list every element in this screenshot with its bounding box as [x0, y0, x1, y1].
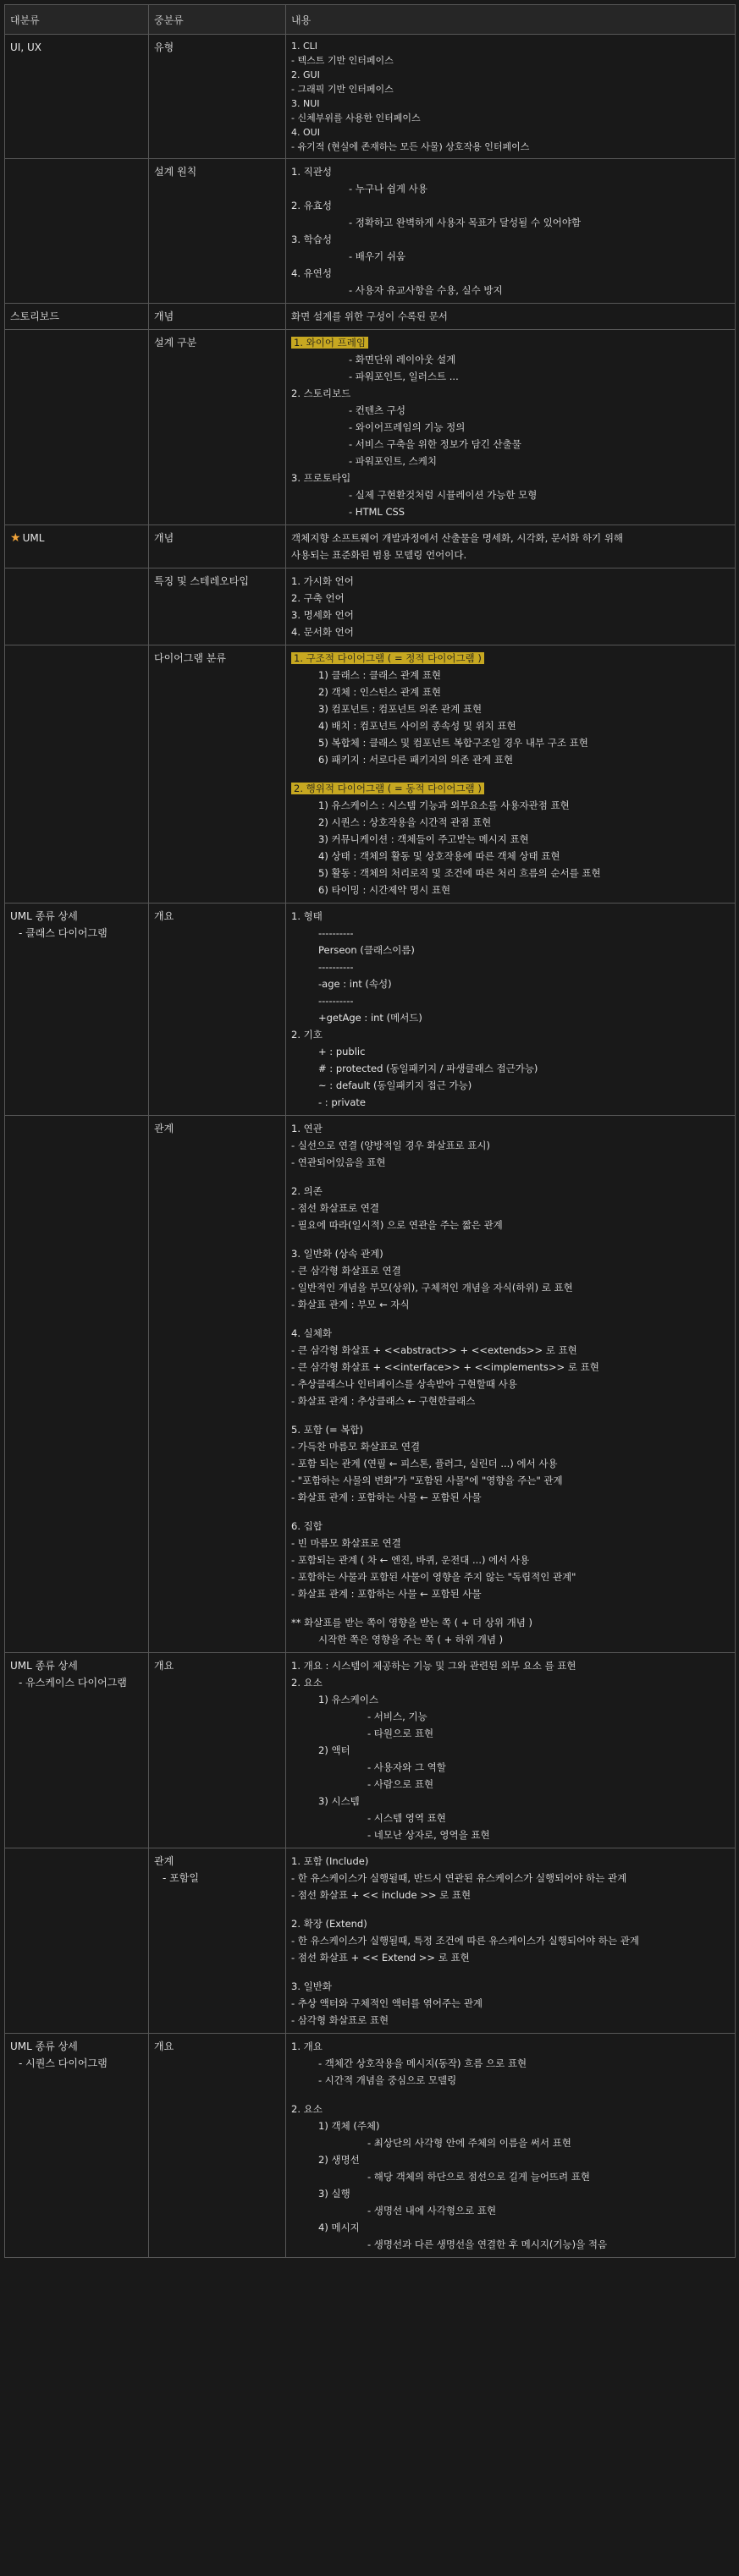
notes-table	[4, 4, 736, 2258]
content-line	[291, 334, 728, 351]
content-line: 3. 프로토타입	[291, 472, 351, 484]
major-category-label: UML 종류 상세	[10, 2040, 78, 2052]
middle-category-cell	[149, 568, 286, 645]
middle-category-label: 관계	[154, 1123, 174, 1134]
table-row	[5, 525, 735, 568]
content-line	[291, 780, 728, 797]
table-row	[5, 330, 735, 525]
content-line: - 생명선과 다른 생명선을 연결한 후 메시지(기능)을 적음	[367, 2238, 608, 2250]
content-line: - 추상클래스나 인터페이스를 상속받아 구현할때 사용	[291, 1378, 517, 1390]
table-row	[5, 35, 735, 159]
major-category-cell	[5, 645, 149, 903]
content-line: - 그래픽 기반 인터페이스	[291, 84, 394, 95]
content-line: +getAge : int (메서드)	[318, 1012, 422, 1024]
content-line	[291, 1313, 728, 1325]
content-line	[291, 1233, 728, 1245]
content-line: 3. 명세화 언어	[291, 609, 354, 621]
content-line: - 포함되는 관계 ( 차 ← 엔진, 바퀴, 운전대 ...) 에서 사용	[291, 1554, 530, 1566]
middle-category-label: 다이어그램 분류	[154, 652, 226, 664]
middle-category-label: 개념	[154, 532, 174, 544]
middle-category-label: 개요	[154, 1660, 174, 1672]
content-line: 3. 학습성	[291, 233, 332, 245]
content-line: - 화살표 관계 : 포함하는 사물 ← 포함된 사물	[291, 1491, 482, 1503]
content-line: - 객체간 상호작용을 메시지(동작) 흐름 으로 표현	[318, 2057, 527, 2069]
major-category-label: UML	[22, 532, 45, 544]
content-line: - 추상 액터와 구체적인 액터를 엮어주는 관계	[291, 1997, 483, 2009]
content-line	[291, 1506, 728, 1518]
highlighted-heading: 1. 와이어 프레임	[291, 337, 368, 349]
middle-category-label: 유형	[154, 41, 174, 53]
content-line: - 해당 객체의 하단으로 점선으로 길게 늘어뜨려 표현	[367, 2171, 591, 2183]
content-line: Perseon (클래스이름)	[318, 944, 415, 956]
content-line: 3) 커뮤니케이션 : 객체들이 주고받는 메시지 표현	[318, 833, 529, 845]
content-line: - 컨텐츠 구성	[349, 404, 406, 416]
content-line: - 점선 화살표로 연결	[291, 1202, 379, 1214]
content-line: 화면 설계를 위한 구성이 수록된 문서	[291, 310, 448, 322]
content-cell	[286, 645, 733, 903]
middle-category-cell	[149, 304, 286, 329]
major-category-label: - 클래스 다이어그램	[19, 927, 108, 939]
content-line: 3) 시스템	[318, 1795, 360, 1807]
content-line: - 큰 삼각형 화살표 + <<abstract>> + <<extends>> 로 표현	[291, 1344, 577, 1356]
content-line: 4. OUI	[291, 127, 320, 138]
middle-category-label: 개요	[154, 910, 174, 922]
content-line: - 큰 삼각형 화살표로 연결	[291, 1265, 401, 1277]
content-line: - "포함하는 사물의 변화"가 "포함된 사물"에 "영향을 주는" 관계	[291, 1475, 563, 1486]
content-line: ** 화살표를 받는 쪽이 영향을 받는 쪽 ( + 더 상위 개념 )	[291, 1617, 533, 1629]
content-line: 1. 개요	[291, 2040, 323, 2052]
table-row	[5, 1653, 735, 1848]
major-category-cell	[5, 1653, 149, 1848]
content-line: 4. 문서화 언어	[291, 626, 354, 638]
content-line: 4) 메시지	[318, 2222, 360, 2233]
middle-category-cell	[149, 330, 286, 525]
content-line: 5) 활동 : 객체의 처리로직 및 조건에 따른 처리 흐름의 순서를 표현	[318, 867, 601, 879]
content-line: - 파워포인트, 스케치	[349, 455, 437, 467]
content-line	[291, 1903, 728, 1915]
content-line: + : public	[318, 1046, 366, 1057]
content-line: - 사용자와 그 역할	[367, 1761, 446, 1773]
content-cell	[286, 568, 733, 645]
content-line: - 사람으로 표현	[367, 1778, 434, 1790]
content-line: 시작한 쪽은 영향을 주는 쪽 ( + 하위 개념 )	[318, 1634, 504, 1645]
content-cell	[286, 159, 733, 303]
content-line: 6) 패키지 : 서로다른 패키지의 의존 관계 표현	[318, 754, 514, 766]
major-category-cell	[5, 35, 149, 158]
content-line: - HTML CSS	[349, 506, 405, 518]
major-category-label: UML 종류 상세	[10, 1660, 78, 1672]
content-line	[291, 768, 728, 780]
header-content: 내용	[291, 14, 312, 26]
content-line: - 배우기 쉬움	[349, 250, 406, 262]
content-line: 사용되는 표준화된 범용 모델링 언어이다.	[291, 549, 467, 561]
content-line: ~ : default (동일패키지 접근 가능)	[318, 1079, 472, 1091]
content-line: - 점선 화살표 + << include >> 로 표현	[291, 1889, 472, 1901]
major-category-cell	[5, 525, 149, 568]
content-line: - 화면단위 레이아웃 설계	[349, 354, 456, 365]
content-line: - 시스템 영역 표현	[367, 1812, 446, 1824]
content-line: 4. 유연성	[291, 267, 332, 279]
major-category-cell	[5, 304, 149, 329]
major-category-label: UML 종류 상세	[10, 910, 78, 922]
major-category-cell	[5, 330, 149, 525]
content-line	[291, 650, 728, 667]
content-line: 2. 의존	[291, 1185, 323, 1197]
middle-category-cell	[149, 904, 286, 1115]
header-middle-category: 중분류	[149, 5, 286, 34]
content-line: 1) 유스케이스 : 시스템 기능과 외부요소를 사용자관점 표현	[318, 799, 570, 811]
content-cell	[286, 35, 733, 158]
middle-category-cell	[149, 645, 286, 903]
content-line: 1. 개요 : 시스템이 제공하는 기능 및 그와 관련된 외부 요소 를 표현	[291, 1660, 576, 1672]
content-line: - 정확하고 완벽하게 사용자 목표가 달성될 수 있어야함	[349, 217, 582, 228]
table-row	[5, 645, 735, 904]
major-category-label: UI, UX	[10, 41, 41, 53]
content-line: - 큰 삼각형 화살표 + <<interface>> + <<implements>> 로 표현	[291, 1361, 599, 1373]
content-line: 1. 포함 (Include)	[291, 1855, 369, 1867]
content-line: - 누구나 쉽게 사용	[349, 183, 427, 195]
content-line: - 시간적 개념을 중심으로 모델링	[318, 2074, 457, 2086]
content-line: 6) 타이밍 : 시간제약 명시 표현	[318, 884, 451, 896]
content-line: 1) 객체 (주체)	[318, 2120, 380, 2132]
content-line: 1. 직관성	[291, 166, 332, 178]
content-line: - 네모난 상자로, 영역을 표현	[367, 1829, 490, 1841]
major-category-cell	[5, 1848, 149, 2033]
content-line: - 필요에 따라(일시적) 으로 연관을 주는 짧은 관계	[291, 1219, 503, 1231]
content-line	[291, 1171, 728, 1183]
content-line	[291, 1966, 728, 1978]
content-line: 5) 복합체 : 클래스 및 컴포넌트 복합구조일 경우 내부 구조 표현	[318, 737, 588, 749]
content-line: 3. NUI	[291, 98, 320, 109]
content-line: ----------	[318, 961, 354, 973]
star-icon: ★	[10, 531, 21, 545]
middle-category-cell	[149, 1116, 286, 1652]
content-line: -age : int (속성)	[318, 978, 392, 990]
major-category-label: - 시퀀스 다이어그램	[19, 2057, 108, 2069]
table-row	[5, 904, 735, 1116]
table-row	[5, 159, 735, 304]
content-line: - 포함 되는 관계 (연필 ← 피스톤, 플러그, 실린더 ...) 에서 사용	[291, 1458, 558, 1469]
content-line: - 화살표 관계 : 추상클래스 ← 구현한클래스	[291, 1395, 476, 1407]
content-line: 3) 실행	[318, 2188, 350, 2200]
content-line: 1. 연관	[291, 1123, 323, 1134]
content-line: - : private	[318, 1096, 366, 1108]
content-cell	[286, 525, 733, 568]
content-line: - 와이어프레임의 기능 정의	[349, 421, 466, 433]
content-line: 2. GUI	[291, 69, 320, 80]
middle-category-cell	[149, 1848, 286, 2033]
table-row	[5, 2034, 735, 2257]
content-line: 2. 스토리보드	[291, 387, 351, 399]
content-line: 3. 일반화 (상속 관계)	[291, 1248, 383, 1260]
content-line: - 타원으로 표현	[367, 1727, 434, 1739]
content-line: 2) 객체 : 인스턴스 관계 표현	[318, 686, 442, 698]
content-line: - 실선으로 연결 (양방적일 경우 화살표로 표시)	[291, 1140, 491, 1151]
content-cell	[286, 1848, 733, 2033]
content-line: - 일반적인 개념을 부모(상위), 구체적인 개념을 자식(하위) 로 표현	[291, 1282, 573, 1293]
major-category-cell	[5, 568, 149, 645]
content-line: 2) 액터	[318, 1744, 350, 1756]
content-line: - 텍스트 기반 인터페이스	[291, 55, 394, 66]
content-line: 4. 실체화	[291, 1327, 332, 1339]
major-category-label: - 유스케이스 다이어그램	[19, 1677, 127, 1689]
middle-category-cell	[149, 525, 286, 568]
content-line: - 한 유스케이스가 실행될때, 반드시 연관된 유스케이스가 실행되어야 하는 관계	[291, 1872, 627, 1884]
content-line: 3) 컴포넌트 : 컴포넌트 의존 관계 표현	[318, 703, 483, 715]
middle-category-label: 개념	[154, 310, 174, 322]
content-line: - 실제 구현환것처럼 시뮬레이션 가능한 모형	[349, 489, 538, 501]
content-line: - 파워포인트, 일러스트 ...	[349, 371, 459, 382]
content-line	[291, 2089, 728, 2101]
middle-category-label: 관계	[154, 1855, 174, 1867]
major-category-cell	[5, 2034, 149, 2257]
content-cell	[286, 330, 733, 525]
content-line: 4) 상태 : 객체의 활동 및 상호작용에 따른 객체 상태 표현	[318, 850, 560, 862]
content-line: 1) 클래스 : 클래스 관계 표현	[318, 669, 442, 681]
header-major-category: 대분류	[5, 5, 149, 34]
content-line: 2. 확장 (Extend)	[291, 1918, 367, 1930]
table-row	[5, 304, 735, 330]
content-line: - 신체부위를 사용한 인터페이스	[291, 113, 421, 124]
content-line: 2. 요소	[291, 1677, 323, 1689]
content-cell	[286, 904, 733, 1115]
content-line: 1. 가시화 언어	[291, 575, 354, 587]
content-line: - 화살표 관계 : 부모 ← 자식	[291, 1299, 410, 1310]
content-line	[291, 1409, 728, 1421]
content-line: 4) 배치 : 컴포넌트 사이의 종속성 및 위치 표현	[318, 720, 516, 732]
table-row	[5, 568, 735, 645]
middle-category-cell	[149, 1653, 286, 1848]
content-cell	[286, 304, 733, 329]
table-row	[5, 1848, 735, 2034]
content-line: 2. 구축 언어	[291, 592, 345, 604]
content-line: 5. 포함 (= 복합)	[291, 1424, 363, 1436]
middle-category-label: 설계 원칙	[154, 166, 197, 178]
content-line: - 서비스 구축을 위한 정보가 담긴 산출물	[349, 438, 521, 450]
content-line: 2. 요소	[291, 2103, 323, 2115]
content-line: - 화살표 관계 : 포함하는 사물 ← 포함된 사물	[291, 1588, 482, 1600]
middle-category-cell	[149, 159, 286, 303]
content-cell	[286, 1116, 733, 1652]
content-line	[291, 1602, 728, 1614]
content-line: # : protected (동일패키지 / 파생클래스 접근가능)	[318, 1063, 538, 1074]
table-row	[5, 1116, 735, 1653]
middle-category-label: - 포함일	[163, 1872, 199, 1884]
content-line: - 포함하는 사물과 포함된 사물이 영향을 주지 않는 "독립적인 관계"	[291, 1571, 576, 1583]
content-line: - 연관되어있음을 표현	[291, 1156, 386, 1168]
content-line: 2. 기호	[291, 1029, 323, 1041]
content-line: - 사용자 유교사항을 수용, 실수 방지	[349, 284, 503, 296]
content-line: ----------	[318, 995, 354, 1007]
major-category-cell	[5, 159, 149, 303]
major-category-label: 스토리보드	[10, 310, 59, 322]
content-line: - 빈 마름모 화살표로 연결	[291, 1537, 401, 1549]
content-line: 1. 형태	[291, 910, 323, 922]
content-line: ----------	[318, 927, 354, 939]
major-category-cell	[5, 1116, 149, 1652]
content-line: - 서비스, 기능	[367, 1711, 427, 1722]
middle-category-cell	[149, 2034, 286, 2257]
content-line: - 최상단의 사각형 안에 주체의 이름을 써서 표현	[367, 2137, 571, 2149]
table-body	[5, 35, 735, 2257]
middle-category-label: 특징 및 스테레오타입	[154, 575, 249, 587]
content-cell	[286, 1653, 733, 1848]
middle-category-label: 설계 구분	[154, 337, 197, 349]
highlighted-heading: 1. 구조적 다이어그램 ( = 정적 다이어그램 )	[291, 652, 484, 664]
content-line: 객체지향 소프트웨어 개발과정에서 산출물을 명세화, 시각화, 문서화 하기 위해	[291, 532, 624, 544]
major-category-cell	[5, 904, 149, 1115]
content-line: 2) 생명선	[318, 2154, 360, 2166]
content-line: - 생명선 내에 사각형으로 표현	[367, 2205, 497, 2216]
content-line: 1) 유스케이스	[318, 1694, 379, 1705]
content-line: - 한 유스케이스가 실행될때, 특정 조건에 따른 유스케이스가 실행되어야 하는 관계	[291, 1935, 639, 1947]
content-line: - 유기적 (현실에 존재하는 모든 사물) 상호작용 인터페이스	[291, 141, 530, 152]
content-line: 2. 유효성	[291, 200, 332, 211]
middle-category-cell	[149, 35, 286, 158]
table-header	[5, 5, 735, 35]
content-line: 6. 집합	[291, 1520, 323, 1532]
content-cell	[286, 2034, 733, 2257]
middle-category-label: 개요	[154, 2040, 174, 2052]
content-line: - 삼각형 화살표로 표현	[291, 2014, 389, 2026]
content-line: 1. CLI	[291, 41, 318, 52]
content-line: - 점선 화살표 + << Extend >> 로 표현	[291, 1952, 470, 1964]
content-line: - 가득찬 마름모 화살표로 연결	[291, 1441, 421, 1453]
highlighted-heading: 2. 행위적 다이어그램 ( = 동적 다이어그램 )	[291, 783, 484, 794]
content-line: 2) 시퀀스 : 상호작용을 시간적 관점 표현	[318, 816, 492, 828]
content-line: 3. 일반화	[291, 1980, 332, 1992]
